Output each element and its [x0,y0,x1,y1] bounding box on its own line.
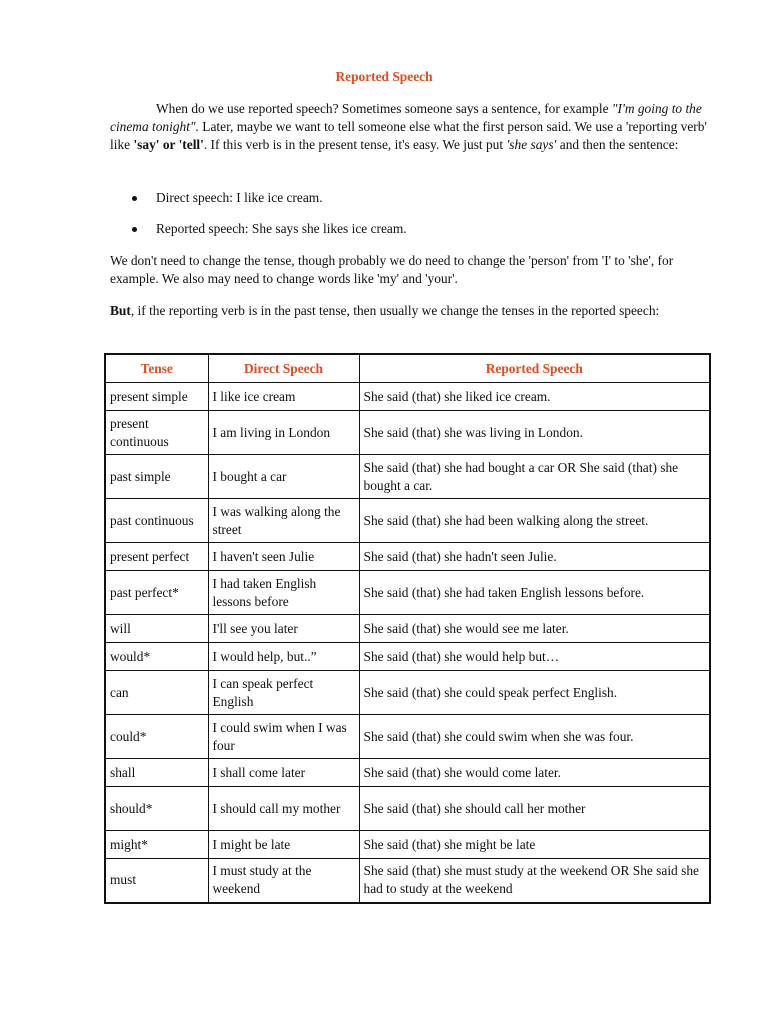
cell-direct: I like ice cream [208,383,359,411]
cell-reported: She said (that) she would help but… [359,643,710,671]
cell-tense: shall [105,759,208,787]
page-title: Reported Speech [335,69,433,84]
tense-table [104,353,711,904]
cell-direct: I can speak perfect English [208,671,359,715]
she-says-phrase: 'she says' [506,137,557,152]
cell-reported: She said (that) she would see me later. [359,615,710,643]
cell-reported: She said (that) she had bought a car OR She said (that) she bought a car. [359,455,710,499]
cell-reported: She said (that) she was living in London. [359,411,710,455]
table-row [105,643,710,671]
cell-tense: present perfect [105,543,208,571]
table-row [105,383,710,411]
cell-tense: will [105,615,208,643]
cell-reported: She said (that) she had taken English lessons before. [359,571,710,615]
past-tense-paragraph [110,302,710,320]
header-tense: Tense [105,354,208,383]
cell-direct: I had taken English lessons before [208,571,359,615]
cell-reported: She said (that) she must study at the weekend OR She said she had to study at the weekend [359,859,710,903]
table-row [105,411,710,455]
cell-tense: past simple [105,455,208,499]
cell-reported: She said (that) she should call her mother [359,787,710,831]
table-row [105,615,710,643]
table-row [105,759,710,787]
reporting-verbs: 'say' or 'tell' [133,137,204,152]
intro-paragraph [110,100,710,154]
cell-direct: I'll see you later [208,615,359,643]
table-row [105,571,710,615]
bullet-reported-speech: Reported speech: She says she likes ice cream. [110,220,407,251]
intro-text-3: . If this verb is in the present tense, it's easy. We just put [203,137,507,152]
cell-tense: must [105,859,208,903]
cell-direct: I am living in London [208,411,359,455]
header-direct-speech: Direct Speech [208,354,359,383]
cell-tense: can [105,671,208,715]
intro-text-4: and then the sentence: [556,137,679,152]
cell-tense: could* [105,715,208,759]
table-row [105,455,710,499]
past-tense-text: , if the reporting verb is in the past tense, then usually we change the tenses in the reported speech: [130,303,660,318]
cell-reported: She said (that) she liked ice cream. [359,383,710,411]
but-emphasis: But [110,303,131,318]
table-row [105,671,710,715]
table-header-row [105,354,710,383]
table-row [105,715,710,759]
table-row [105,787,710,831]
cell-tense: past continuous [105,499,208,543]
intro-text-2: Later, maybe we want to tell someone else what the first person said. We use a 'reporting verb' like [110,119,707,152]
cell-reported: She said (that) she might be late [359,831,710,859]
cell-tense: past perfect* [105,571,208,615]
cell-tense: present simple [105,383,208,411]
cell-direct: I must study at the weekend [208,859,359,903]
cell-reported: She said (that) she had been walking along the street. [359,499,710,543]
example-list [110,189,407,251]
cell-direct: I bought a car [208,455,359,499]
cell-direct: I would help, but..” [208,643,359,671]
cell-direct: I haven't seen Julie [208,543,359,571]
cell-tense: should* [105,787,208,831]
cell-direct: I could swim when I was four [208,715,359,759]
cell-tense: would* [105,643,208,671]
cell-direct: I might be late [208,831,359,859]
cell-reported: She said (that) she could swim when she was four. [359,715,710,759]
cell-tense: might* [105,831,208,859]
intro-text-1: When do we use reported speech? Sometimes someone says a sentence, for example [156,101,612,116]
cell-direct: I shall come later [208,759,359,787]
example-quote: "I'm going to the cinema tonight". [110,101,702,134]
cell-tense: present continuous [105,411,208,455]
table-row [105,543,710,571]
bullet-direct-speech: Direct speech: I like ice cream. [110,189,407,220]
cell-reported: She said (that) she hadn't seen Julie. [359,543,710,571]
table-row [105,499,710,543]
tense-note-paragraph: We don't need to change the tense, though probably we do need to change the 'person' from 'I' to 'she', for example. We also may need to change words like 'my' and 'your'. [110,253,674,286]
header-reported-speech: Reported Speech [359,354,710,383]
table-row [105,859,710,903]
table-row [105,831,710,859]
cell-direct: I should call my mother [208,787,359,831]
cell-reported: She said (that) she could speak perfect English. [359,671,710,715]
cell-reported: She said (that) she would come later. [359,759,710,787]
cell-direct: I was walking along the street [208,499,359,543]
